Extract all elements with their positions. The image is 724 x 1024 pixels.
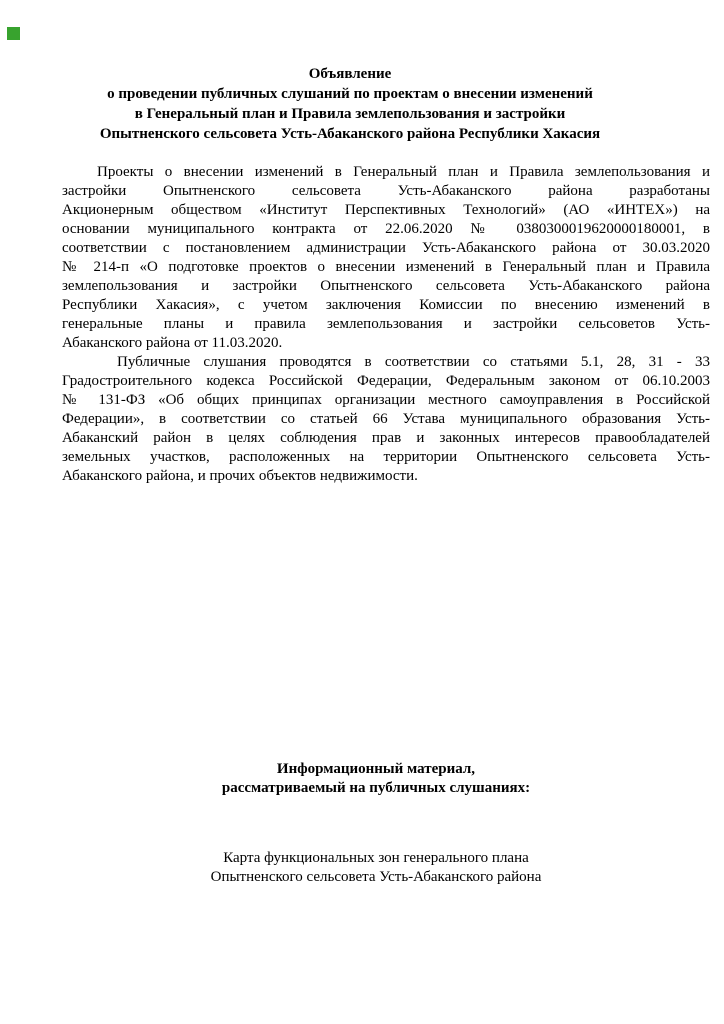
body-paragraph-2 [62, 353, 710, 486]
map-caption [62, 849, 690, 887]
text-line: Проекты о внесении изменений в Генеральный план и Правила землепользования и [97, 164, 710, 180]
info-header-line: Информационный материал, [276, 761, 476, 777]
text-line: соответствии с постановлением администрации Усть-Абаканского района от 30.03.2020 [62, 240, 710, 256]
text-line: Республики Хакасия», с учетом заключения Комиссии по внесению изменений в [62, 297, 710, 313]
text-line: Абаканского района от 11.03.2020. [62, 335, 283, 351]
text-line: Публичные слушания проводятся в соответствии со статьями 5.1, 28, 31 - 33 [117, 354, 710, 370]
text-line: № 214-п «О подготовке проектов о внесении изменений в Генеральный план и Правила [62, 259, 710, 275]
info-material-header [62, 760, 690, 798]
text-line: Градостроительного кодекса Российской Федерации, Федеральным законом от 06.10.2003 [62, 373, 710, 389]
text-line: основании муниципального контракта от 22.06.2020 № 0380300019620000180001, в [62, 221, 710, 237]
text-line: № 131-ФЗ «Об общих принципах организации местного самоуправления в Российской [62, 392, 710, 408]
text-line: Абаканский район в целях соблюдения прав и законных интересов правообладателей [62, 430, 710, 446]
title-line: в Генеральный план и Правила землепользования и застройки [134, 106, 566, 122]
caption-line: Опытненского сельсовета Усть-Абаканского района [210, 869, 542, 885]
text-line: Абаканского района, и прочих объектов недвижимости. [62, 468, 418, 484]
text-line: Федерации», в соответствии со статьей 66 Устава муниципального образования Усть- [62, 411, 710, 427]
title-line: о проведении публичных слушаний по проектам о внесении изменений [107, 86, 593, 102]
info-header-line: рассматриваемый на публичных слушаниях: [221, 780, 531, 796]
green-square-marker [7, 27, 20, 40]
text-line: земельных участков, расположенных на территории Опытненского сельсовета Усть- [62, 449, 710, 465]
title-line: Опытненского сельсовета Усть-Абаканского района Республики Хакасия [99, 126, 601, 142]
text-line: землепользования и застройки Опытненского сельсовета Усть-Абаканского района [62, 278, 710, 294]
text-line: застройки Опытненского сельсовета Усть-Абаканского района разработаны [62, 183, 710, 199]
caption-line: Карта функциональных зон генерального плана [223, 850, 529, 866]
text-line: Акционерным обществом «Институт Перспективных Технологий» (АО «ИНТЕХ») на [62, 202, 710, 218]
document-title [40, 64, 660, 144]
body-paragraph-1 [62, 163, 710, 353]
title-line: Объявление [308, 66, 392, 82]
text-line: генеральные планы и правила землепользования и застройки сельсоветов Усть- [62, 316, 710, 332]
